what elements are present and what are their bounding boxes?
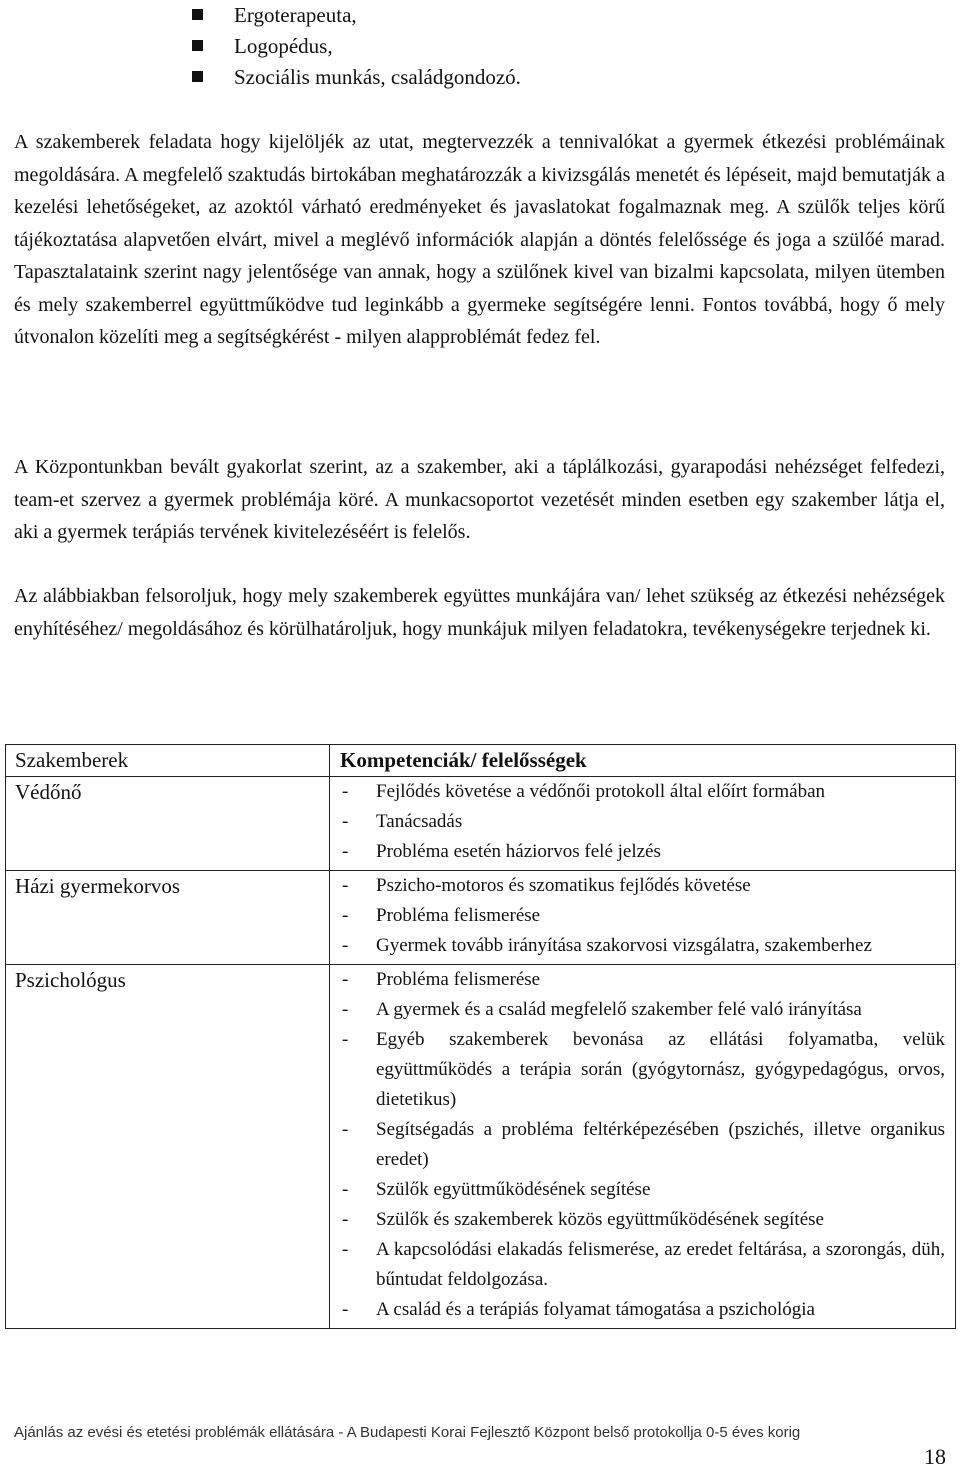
competency-item: - Segítségadás a probléma feltérképezésében (pszichés, illetve organikus eredet) bbox=[340, 1115, 945, 1175]
table-header-row bbox=[6, 745, 956, 777]
square-bullet-icon bbox=[192, 40, 203, 51]
role-cell: Pszichológus bbox=[6, 965, 330, 1329]
header-competencies: Kompetenciák/ felelősségek bbox=[330, 745, 956, 777]
competency-list bbox=[340, 965, 945, 1328]
competency-item: - A kapcsolódási elakadás felismerése, az eredet feltárása, a szorongás, düh, bűntudat feldolgozása. bbox=[340, 1235, 945, 1295]
bullet-text: Logopédus, bbox=[234, 34, 333, 58]
bullet-text: Szociális munkás, családgondozó. bbox=[234, 65, 521, 89]
competency-list bbox=[340, 871, 945, 964]
competency-cell bbox=[330, 777, 956, 871]
table-row bbox=[6, 777, 956, 871]
competency-item: - Probléma felismerése bbox=[340, 965, 945, 995]
competency-item: - Probléma felismerése bbox=[340, 901, 945, 931]
competency-item: - A gyermek és a család megfelelő szakember felé való irányítása bbox=[340, 995, 945, 1025]
competency-item: - Fejlődés követése a védőnői protokoll által előírt formában bbox=[340, 777, 945, 807]
paragraph-specialists-task: A szakemberek feladata hogy kijelöljék az utat, megtervezzék a tennivalókat a gyermek étkezési problémáinak megoldására. A megfelelő szaktudás birtokában meghatározzák a kivizsgálás menetét és lépéseit, majd bemutatják a kezelési lehetőségeket, az azoktól várható eredményeket és javaslatokat fogalmaznak meg. A szülők teljes körű tájékoztatása alapvetően elvárt, mivel a meglévő információk alapján a döntés felelőssége és joga a szülőé marad. Tapasztalataink szerint nagy jelentősége van annak, hogy a szülőnek kivel van bizalmi kapcsolata, milyen ütemben és mely szakemberrel együttműködve tud leginkább a gyermeke segítségére lenni. Fontos továbbá, hogy ő mely útvonalon közelíti meg a segítségkérést - milyen alapproblémát fedez fel. bbox=[14, 131, 945, 348]
square-bullet-icon bbox=[192, 71, 203, 82]
competency-item: - Szülők együttműködésének segítése bbox=[340, 1175, 945, 1205]
competency-item: - Egyéb szakemberek bevonása az ellátási folyamatba, velük együttműködés a terápia során (gyógytornász, gyógypedagógus, orvos, dietetikus) bbox=[340, 1025, 945, 1115]
competency-item: - Tanácsadás bbox=[340, 807, 945, 837]
profession-bullet-list bbox=[192, 0, 521, 93]
bullet-item bbox=[192, 31, 521, 62]
header-specialists: Szakemberek bbox=[6, 745, 330, 777]
paragraph-center-practice: A Központunkban bevált gyakorlat szerint, az a szakember, aki a táplálkozási, gyarapodási nehézséget felfedezi, team-et szervez a gyermek problémája köré. A munkacsoportot vezetését minden esetben egy szakember látja el, aki a gyermek terápiás tervének kivitelezéséért is felelős. bbox=[14, 456, 945, 543]
page-number: 18 bbox=[924, 1444, 946, 1469]
square-bullet-icon bbox=[192, 9, 203, 20]
table-row bbox=[6, 871, 956, 965]
bullet-item bbox=[192, 62, 521, 93]
competency-item: - Probléma esetén háziorvos felé jelzés bbox=[340, 837, 945, 867]
role-cell: Házi gyermekorvos bbox=[6, 871, 330, 965]
competencies-table bbox=[5, 744, 956, 1329]
role-cell: Védőnő bbox=[6, 777, 330, 871]
competency-list bbox=[340, 777, 945, 870]
competency-item: - Pszicho-motoros és szomatikus fejlődés követése bbox=[340, 871, 945, 901]
bullet-text: Ergoterapeuta, bbox=[234, 3, 357, 27]
competency-item: - Gyermek tovább irányítása szakorvosi vizsgálatra, szakemberhez bbox=[340, 931, 945, 961]
table-row bbox=[6, 965, 956, 1329]
competency-cell bbox=[330, 871, 956, 965]
competency-item: - A család és a terápiás folyamat támogatása a pszichológia bbox=[340, 1295, 945, 1325]
bullet-item bbox=[192, 0, 521, 31]
competency-cell bbox=[330, 965, 956, 1329]
competency-item: - Szülők és szakemberek közös együttműködésének segítése bbox=[340, 1205, 945, 1235]
paragraph-list-intro: Az alábbiakban felsoroljuk, hogy mely szakemberek együttes munkájára van/ lehet szükség az étkezési nehézségek enyhítéséhez/ megoldásához és körülhatároljuk, hogy munkájuk milyen feladatokra, tevékenységekre terjednek ki. bbox=[14, 585, 945, 640]
page-footer: Ajánlás az evési és etetési problémák ellátására - A Budapesti Korai Fejlesztő Központ belső protokollja 0-5 éves korig bbox=[14, 1424, 801, 1441]
